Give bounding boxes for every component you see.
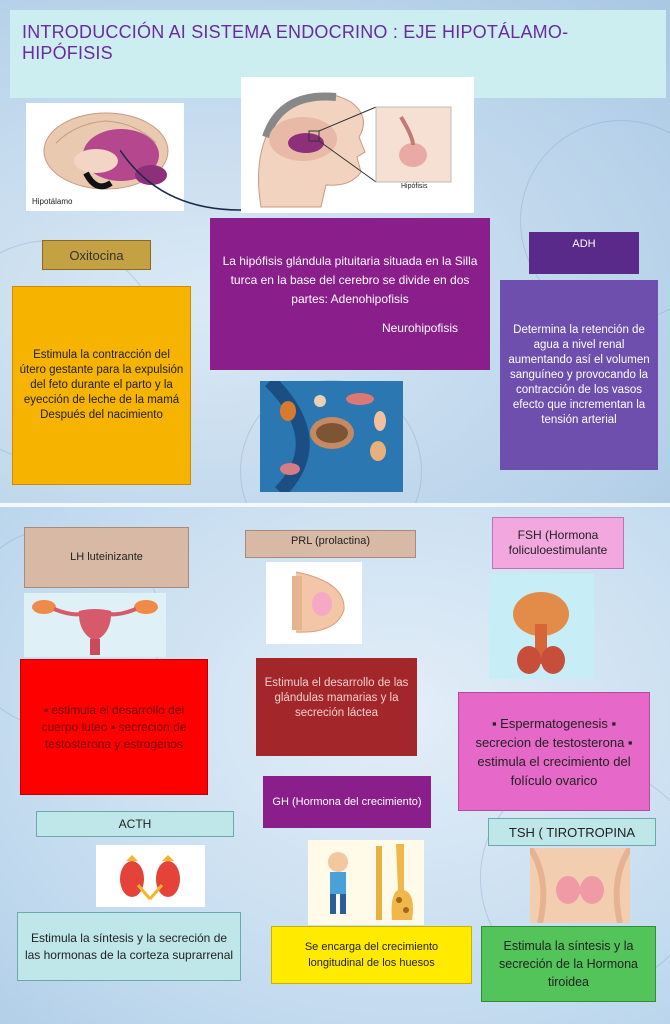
uterus-illustration: [24, 593, 166, 657]
oxitocina-label: Oxitocina: [69, 247, 124, 263]
uterus-image: [24, 593, 166, 657]
mammary-gland-image: [266, 562, 362, 644]
organs-image: [260, 381, 403, 492]
kidney-illustration: [96, 845, 205, 907]
lh-description: ▪ estimula el desarrollo del cuerpo luteo ▪ secrecion de testosterona y estrogenos: [41, 702, 187, 751]
prl-description-box: [256, 658, 417, 756]
hipofisis-description: La hipófisis glándula pituitaria situada en la Silla turca en la base del cerebro se divide en dos partes: Adenohipofisis: [222, 254, 478, 306]
neurohipofisis-text: Neurohipofisis: [381, 321, 459, 335]
tsh-description-box: [481, 926, 656, 1002]
thyroid-image: [530, 848, 630, 923]
hypothalamus-label: Hipotálamo: [32, 197, 73, 206]
lh-label: LH luteinizante: [70, 551, 143, 563]
kidneys-image: [96, 845, 205, 907]
head-profile-image: [241, 77, 474, 213]
organs-illustration: [260, 381, 403, 492]
head-illustration: [241, 77, 474, 213]
fsh-description: ▪ Espermatogenesis ▪ secrecion de testosterona ▪ estimula el crecimiento del folículo ovarico: [475, 715, 633, 788]
acth-label: ACTH: [118, 816, 152, 831]
prl-label-box: [245, 530, 416, 558]
testes-illustration: [489, 574, 594, 679]
acth-label-box: [36, 811, 234, 837]
acth-description: Estimula la síntesis y la secreción de las hormonas de la corteza suprarrenal: [24, 930, 234, 962]
tsh-label: TSH ( TIROTROPINA: [508, 824, 636, 840]
breast-illustration: [266, 562, 362, 644]
tsh-label-box: [488, 818, 656, 846]
adh-description: Determina la retención de agua a nivel renal aumentando así el volumen sanguíneo y provocando la contracción de los vasos efecto que incrementan la tensión arterial: [508, 323, 650, 426]
fsh-label-box: [492, 517, 624, 569]
pituitary-label: Hipófisis: [401, 183, 428, 190]
lh-label-box: [24, 527, 189, 588]
adh-label-box: [529, 232, 639, 274]
oxitocina-label-box: [42, 240, 151, 270]
adh-label: ADH: [572, 237, 596, 250]
gh-description-box: [271, 926, 472, 984]
gh-label-box: [263, 776, 431, 828]
prl-description: Estimula el desarrollo de las glándulas mamarias y la secreción láctea: [264, 676, 409, 719]
growth-image: [308, 840, 424, 925]
oxitocina-description: Estimula la contracción del útero gestante para la expulsión del feto durante el parto y la eyección de leche de la mamá Después del nacimiento: [19, 349, 184, 421]
child-giraffe-illustration: [308, 840, 424, 925]
hipofisis-description-box: [210, 218, 490, 370]
acth-description-box: [17, 912, 241, 981]
oxitocina-description-box: [12, 286, 191, 485]
adh-description-box: [500, 280, 658, 470]
prl-label: PRL (prolactina): [290, 534, 371, 547]
thyroid-illustration: [530, 848, 630, 923]
page-title: INTRODUCCIÓN AI SISTEMA ENDOCRINO : EJE HIPOTÁLAMO- HIPÓFISIS: [22, 22, 569, 63]
fsh-label: FSH (Hormona foliculoestimulante: [508, 528, 608, 557]
gh-label: GH (Hormona del crecimiento): [272, 795, 422, 808]
fsh-description-box: [458, 692, 650, 811]
lh-description-box: [20, 659, 208, 795]
tsh-description: Estimula la síntesis y la secreción de la Hormona tiroidea: [499, 939, 638, 989]
male-reproductive-image: [489, 574, 594, 679]
gh-description: Se encarga del crecimiento longitudinal de los huesos: [304, 941, 439, 969]
